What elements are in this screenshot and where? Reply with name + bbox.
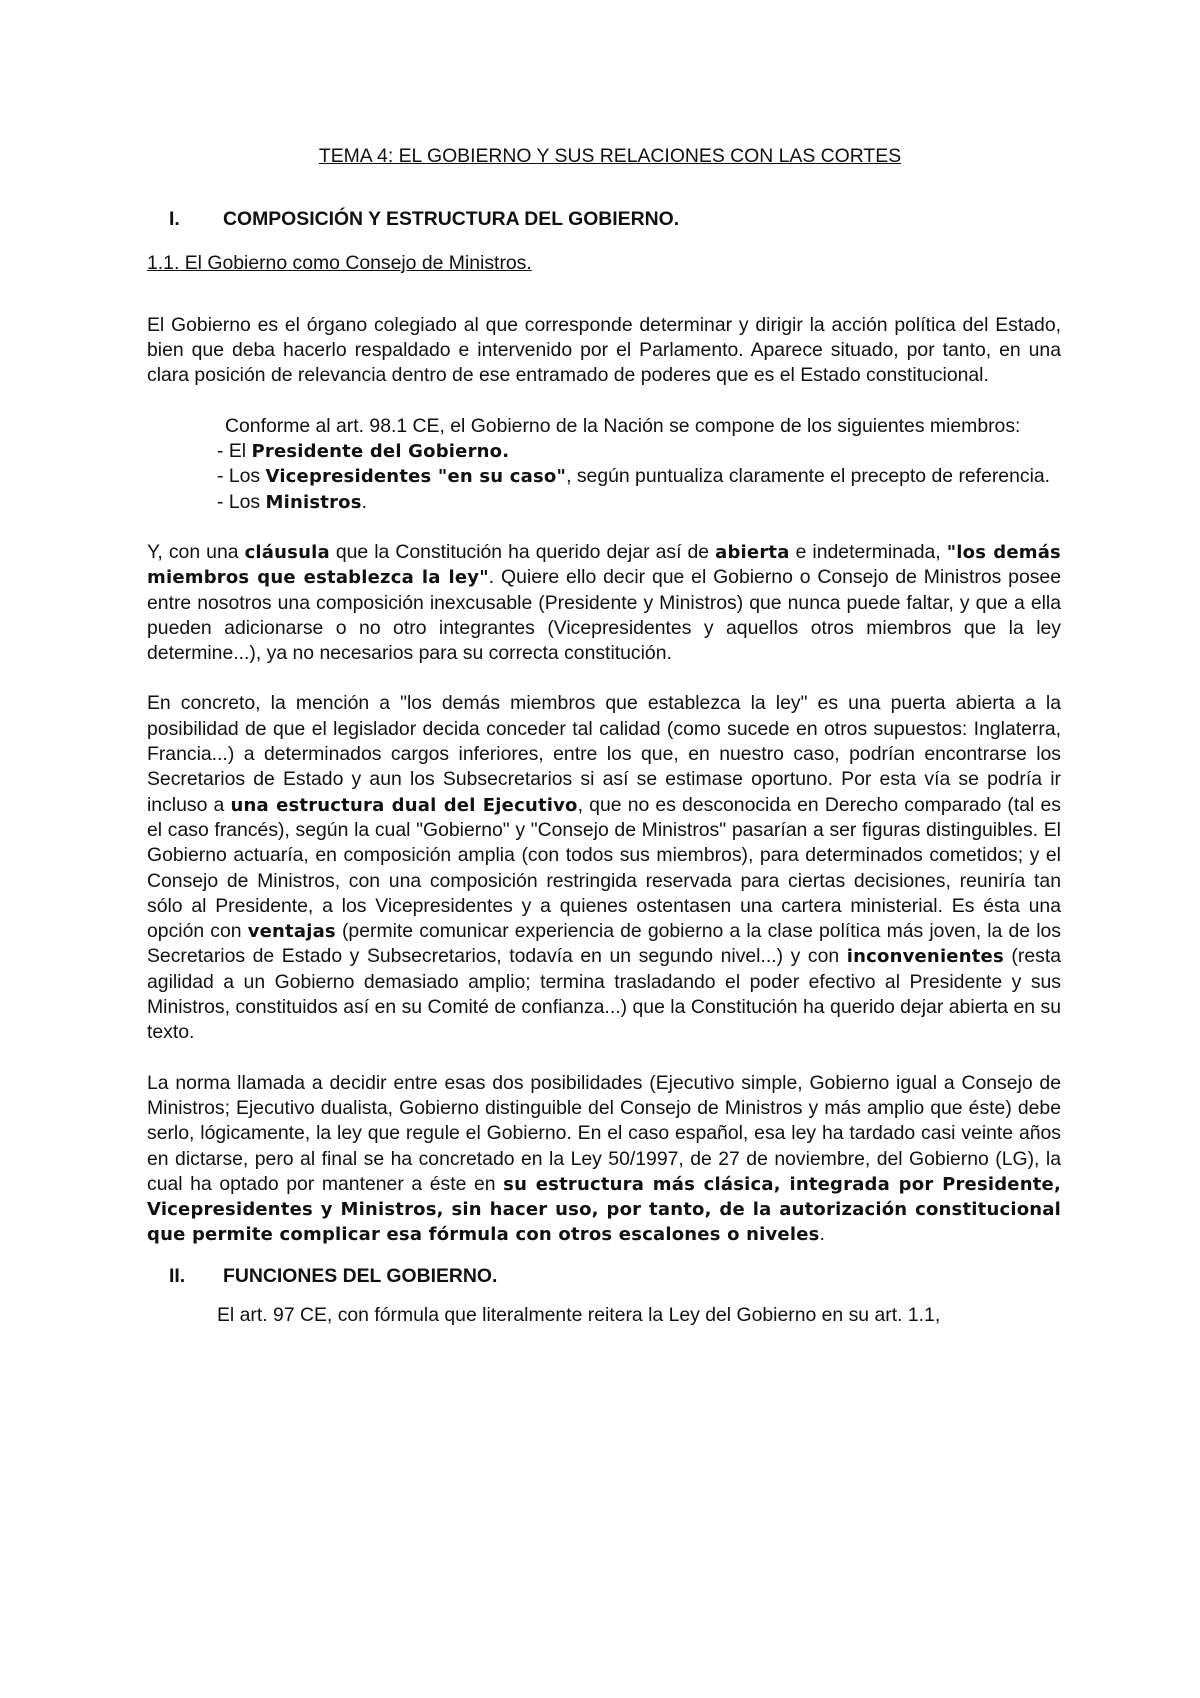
paragraph-2: Conforme al art. 98.1 CE, el Gobierno de la Nación se compone de los siguientes miembros: xyxy=(225,414,1021,437)
section-heading-2 xyxy=(147,1264,1061,1289)
document-title: TEMA 4: EL GOBIERNO Y SUS RELACIONES CON LAS CORTES xyxy=(318,145,902,167)
list-item-vicepresidents: - Los Vicepresidentes "en su caso", según puntualiza claramente el precepto de referencia. xyxy=(217,465,1051,488)
paragraph-6: El art. 97 CE, con fórmula que literalmente reitera la Ley del Gobierno en su art. 1.1, xyxy=(217,1303,941,1326)
paragraph-5: La norma llamada a decidir entre esas dos posibilidades (Ejecutivo simple, Gobierno igual a Consejo de Ministros; Ejecutivo dualista, Gobierno distinguible del Consejo de Ministros y más amplio que éste) debe serlo, lógicamente, la ley que regule el Gobierno. En el caso español, esa ley ha tardado casi veinte años en dictarse, pero al final se ha concretado en la Ley 50/1997, de 27 de noviembre, del Gobierno (LG), la cual ha optado por mantener a éste en su estructura más clásica, integrada por Presidente, Vicepresidentes y Ministros, sin hacer uso, por tanto, de la autorización constitucional que permite complicar esa fórmula con otros escalones o niveles. xyxy=(147,1071,1061,1246)
document-page xyxy=(147,144,1061,1328)
subsection-heading: 1.1. El Gobierno como Consejo de Ministros. xyxy=(147,251,532,274)
section-number: II. xyxy=(169,1264,186,1287)
paragraph-3: Y, con una cláusula que la Constitución ha querido dejar así de abierta e indeterminada, "los demás miembros que establezca la ley". Quiere ello decir que el Gobierno o Consejo de Ministros posee entre nosotros una composición inexcusable (Presidente y Ministros) que nunca puede faltar, y que a ella pueden adicionarse o no otro integrantes (Vicepresidentes y aquellos otros miembros que la ley determine...), ya no necesarios para su correcta constitución. xyxy=(147,540,1061,665)
list-item-president: - El Presidente del Gobierno. xyxy=(217,440,510,463)
section-number: I. xyxy=(169,208,180,231)
paragraph-1: El Gobierno es el órgano colegiado al que corresponde determinar y dirigir la acción política del Estado, bien que deba hacerlo respaldado e intervenido por el Parlamento. Aparece situado, por tanto, en una clara posición de relevancia dentro de ese entramado de poderes que es el Estado constitucional. xyxy=(147,313,1061,387)
paragraph-4: En concreto, la mención a "los demás miembros que establezca la ley" es una puerta abierta a la posibilidad de que el legislador decida conceder tal calidad (como sucede en otros supuestos: Inglaterra, Francia...) a determinados cargos inferiores, entre los que, en nuestro caso, podrían encontrarse los Secretarios de Estado y aun los Subsecretarios si así se estimase oportuno. Por esta vía se podría ir incluso a una estructura dual del Ejecutivo, que no es desconocida en Derecho comparado (tal es el caso francés), según la cual "Gobierno" y "Consejo de Ministros" pasarían a ser figuras distinguibles. El Gobierno actuaría, en composición amplia (con todos sus miembros), para determinados cometidos; y el Consejo de Ministros, con una composición restringida reservada para ciertas decisiones, reuniría tan sólo al Presidente, a los Vicepresidentes y a quienes ostentasen una cartera ministerial. Es ésta una opción con ventajas (permite comunicar experiencia de gobierno a la clase política más joven, la de los Secretarios de Estado y Subsecretarios, todavía en un segundo nivel...) y con inconvenientes (resta agilidad a un Gobierno demasiado amplio; termina trasladando el poder efectivo al Presidente y sus Ministros, constituidos así en su Comité de confianza...) que la Constitución ha querido dejar abierta en su texto. xyxy=(147,692,1062,1044)
section-title: FUNCIONES DEL GOBIERNO. xyxy=(223,1264,498,1287)
section-title: COMPOSICIÓN Y ESTRUCTURA DEL GOBIERNO. xyxy=(223,208,680,231)
list-item-ministers: - Los Ministros. xyxy=(217,490,368,513)
section-heading-1 xyxy=(147,207,1061,232)
